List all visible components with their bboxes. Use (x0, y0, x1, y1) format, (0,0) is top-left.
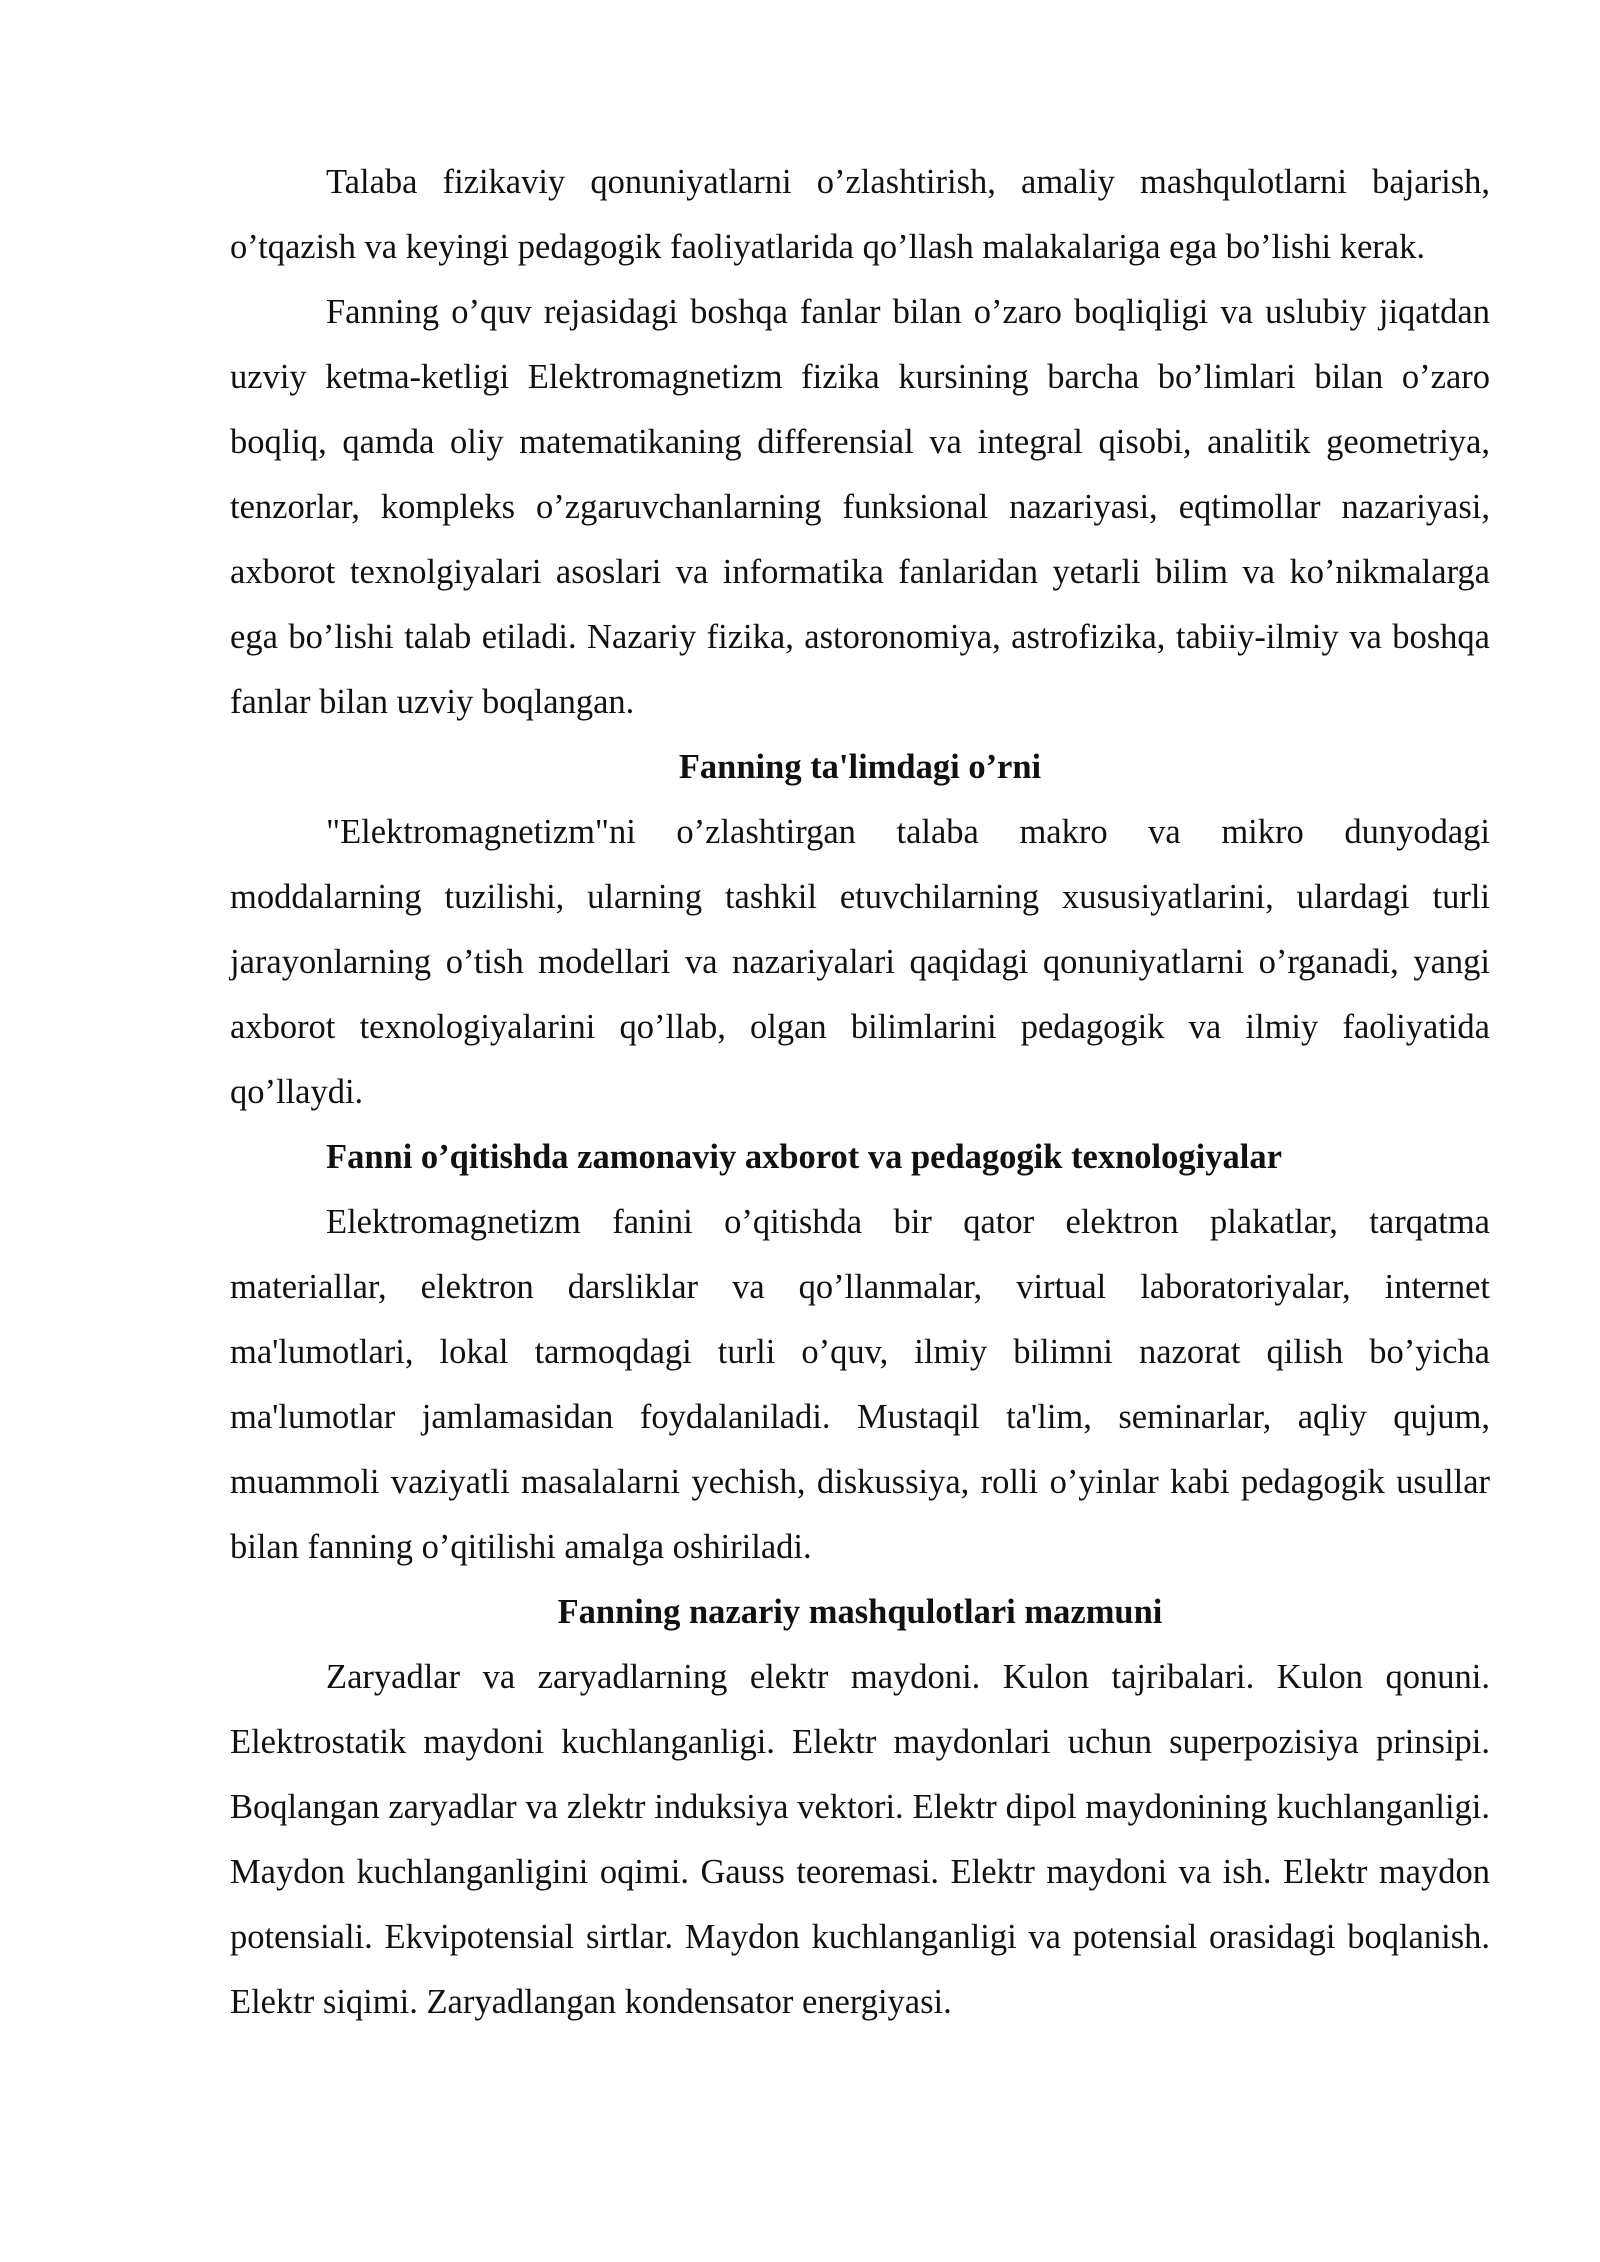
paragraph-student-skills: Talaba fizikaviy qonuniyatlarni o’zlashtirish, amaliy mashqulotlarni bajarish, o’tqazish va keyingi pedagogik faoliyatlarida qo’llash malakalariga ega bo’lishi kerak. (230, 163, 1490, 266)
paragraph-teaching-technologies: Elektromagnetizm fanini o’qitishda bir qator elektron plakatlar, tarqatma materiallar, elektron darsliklar va qo’llanmalar, virtual laboratoriyalar, internet ma'lumotlari, lokal tarmoqdagi turli o’quv, ilmiy bilimni nazorat qilish bo’yicha ma'lumotlar jamlamasidan foydalaniladi. Mustaqil ta'lim, seminarlar, aqliy qujum, muammoli vaziyatli masalalarni yechish, diskussiya, rolli o’yinlar kabi pedagogik usullar bilan fanning o’qitilishi amalga oshiriladi. (230, 1203, 1490, 1566)
document-body (230, 150, 1490, 2035)
paragraph-subject-role: "Elektromagnetizm"ni o’zlashtirgan talaba makro va mikro dunyodagi moddalarning tuzilishi, ularning tashkil etuvchilarning xususiyatlarini, ulardagi turli jarayonlarning o’tish modellari va nazariyalari qaqidagi qonuniyatlarni o’rganadi, yangi axborot texnologiyalarini qo’llab, olgan bilimlarini pedagogik va ilmiy faoliyatida qo’llaydi. (230, 813, 1490, 1111)
heading-subject-role: Fanning ta'limdagi o’rni (678, 748, 1042, 786)
paragraph-theory-content: Zaryadlar va zaryadlarning elektr maydoni. Kulon tajribalari. Kulon qonuni. Elektrostatik maydoni kuchlanganligi. Elektr maydonlari uchun superpozisiya prinsipi. Boqlangan zaryadlar va zlektr induksiya vektori. Elektr dipol maydonining kuchlanganligi. Maydon kuchlanganligini oqimi. Gauss teoremasi. Elektr maydoni va ish. Elektr maydon potensiali. Ekvipotensial sirtlar. Maydon kuchlanganligi va potensial orasidagi boqlanish. Elektr siqimi. Zaryadlangan kondensator energiyasi. (230, 1658, 1490, 2021)
heading-theory-content: Fanning nazariy mashqulotlari mazmuni (557, 1593, 1163, 1631)
paragraph-subject-relations: Fanning o’quv rejasidagi boshqa fanlar bilan o’zaro boqliqligi va uslubiy jiqatdan uzviy ketma-ketligi Elektromagnetizm fizika kursining barcha bo’limlari bilan o’zaro boqliq, qamda oliy matematikaning differensial va integral qisobi, analitik geometriya, tenzorlar, kompleks o’zgaruvchanlarning funksional nazariyasi, eqtimollar nazariyasi, axborot texnolgiyalari asoslari va informatika fanlaridan yetarli bilim va ko’nikmalarga ega bo’lishi talab etiladi. Nazariy fizika, astoronomiya, astrofizika, tabiiy-ilmiy va boshqa fanlar bilan uzviy boqlangan. (230, 293, 1490, 721)
heading-teaching-technologies: Fanni o’qitishda zamonaviy axborot va pedagogik texnologiyalar (326, 1138, 1282, 1176)
